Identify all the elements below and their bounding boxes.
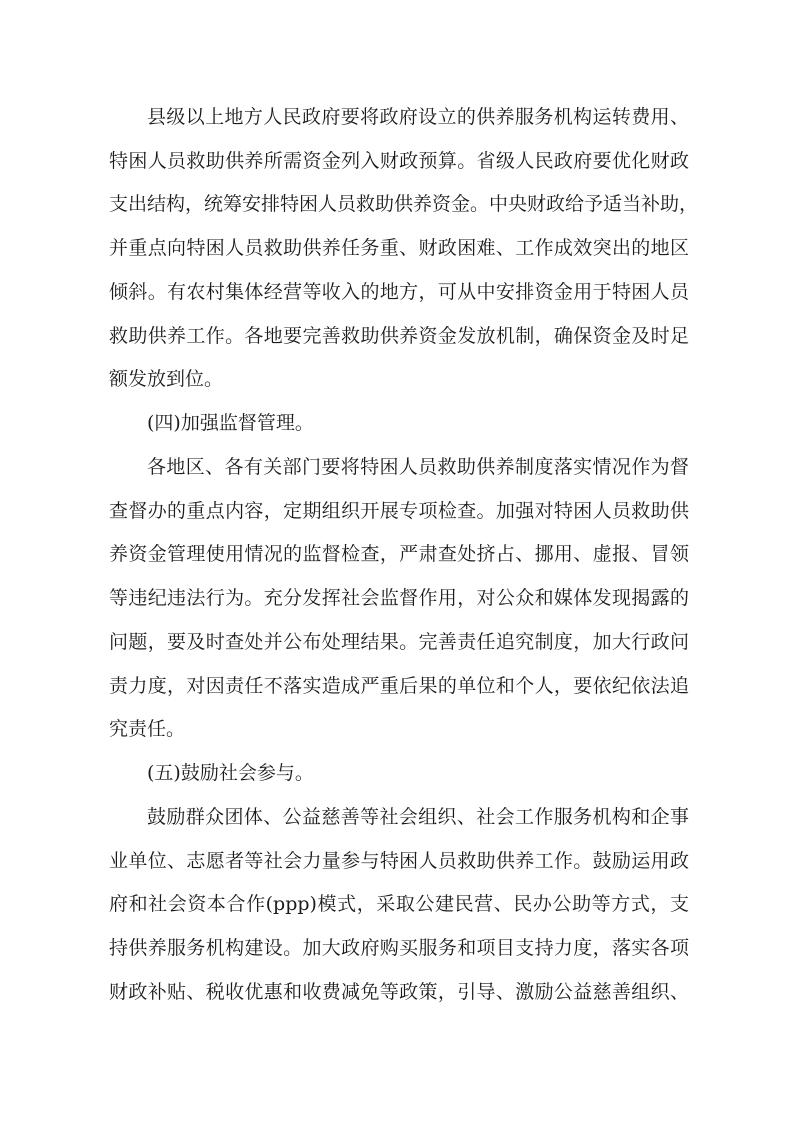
paragraph-line: 额发放到位。 — [109, 368, 224, 390]
paragraph-line: 业单位、志愿者等社会力量参与特困人员救助供养工作。鼓励运用政 — [109, 850, 689, 872]
section-heading: (四)加强监督管理。 — [147, 412, 314, 434]
paragraph-line: 特困人员救助供养所需资金列入财政预算。省级人民政府要优化财政 — [109, 150, 689, 172]
paragraph-line: 养资金管理使用情况的监督检查，严肃查处挤占、挪用、虚报、冒领 — [109, 543, 689, 565]
paragraph-line: 持供养服务机构建设。加大政府购买服务和项目支持力度，落实各项 — [109, 937, 689, 959]
section-heading: (五)鼓励社会参与。 — [147, 762, 314, 784]
paragraph-line: 府和社会资本合作(ppp)模式，采取公建民营、民办公助等方式，支 — [109, 893, 689, 915]
paragraph-line: 各地区、各有关部门要将特困人员救助供养制度落实情况作为督 — [147, 456, 689, 478]
paragraph-line: 县级以上地方人民政府要将政府设立的供养服务机构运转费用、 — [147, 106, 689, 128]
paragraph-line: 究责任。 — [109, 718, 186, 740]
paragraph-line: 查督办的重点内容，定期组织开展专项检查。加强对特困人员救助供 — [109, 500, 689, 522]
paragraph-line: 问题，要及时查处并公布处理结果。完善责任追究制度，加大行政问 — [109, 631, 689, 653]
paragraph-line: 责力度，对因责任不落实造成严重后果的单位和个人，要依纪依法追 — [109, 675, 689, 697]
paragraph-line: 倾斜。有农村集体经营等收入的地方，可从中安排资金用于特困人员 — [109, 281, 689, 303]
paragraph-line: 财政补贴、税收优惠和收费减免等政策，引导、激励公益慈善组织、 — [109, 981, 689, 1003]
paragraph-line: 救助供养工作。各地要完善救助供养资金发放机制，确保资金及时足 — [109, 325, 689, 347]
paragraph-line: 支出结构，统筹安排特困人员救助供养资金。中央财政给予适当补助， — [109, 193, 699, 215]
paragraph-line: 鼓励群众团体、公益慈善等社会组织、社会工作服务机构和企事 — [147, 806, 689, 828]
paragraph-line: 并重点向特困人员救助供养任务重、财政困难、工作成效突出的地区 — [109, 237, 689, 259]
paragraph-line: 等违纪违法行为。充分发挥社会监督作用，对公众和媒体发现揭露的 — [109, 587, 689, 609]
